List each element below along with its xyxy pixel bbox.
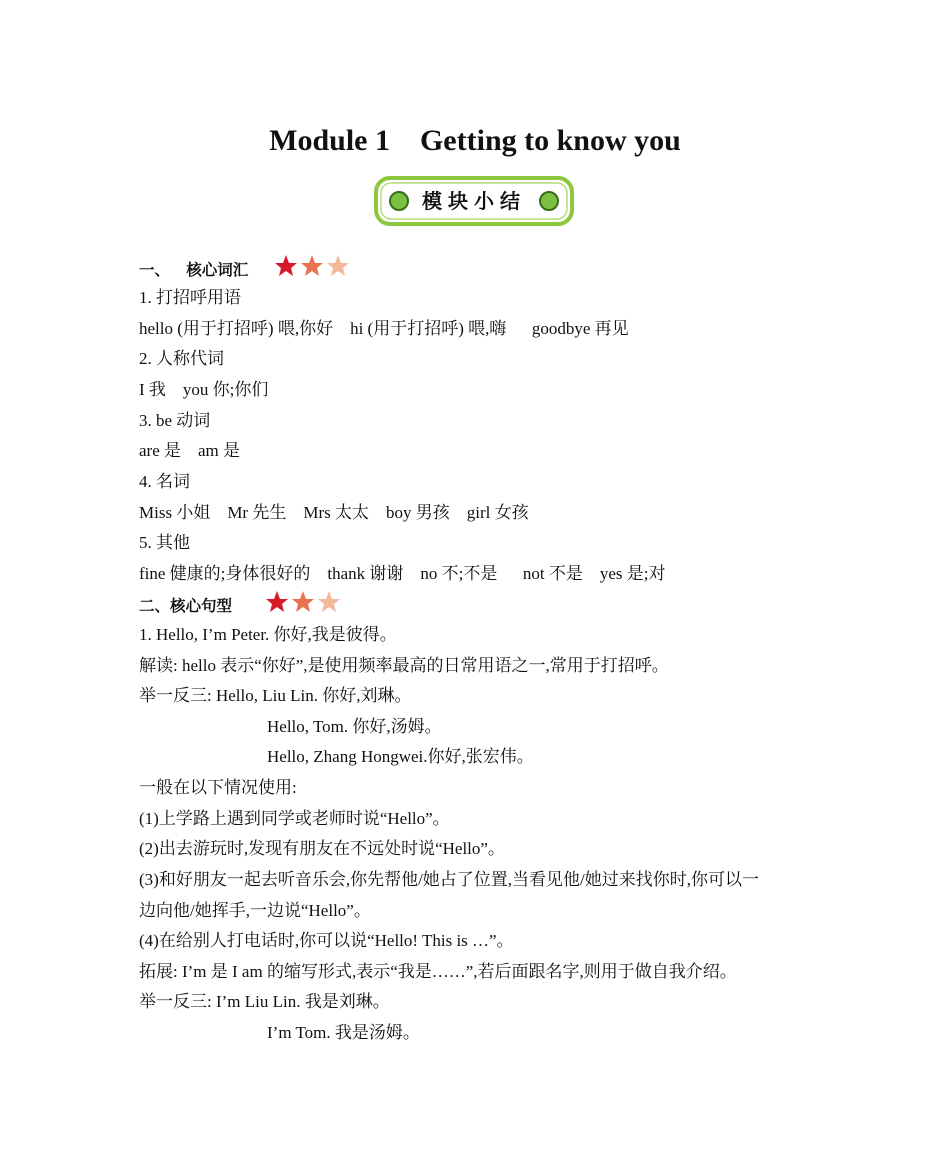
text-line: (1)上学路上遇到同学或老师时说“Hello”。 xyxy=(139,809,450,828)
text-line: 4. 名词 xyxy=(139,472,190,491)
text-line: Hello, Zhang Hongwei.你好,张宏伟。 xyxy=(267,747,534,766)
text-line: (3)和好朋友一起去听音乐会,你先帮他/她占了位置,当看见他/她过来找你时,你可以一 xyxy=(139,870,760,889)
badge-dot-left-icon xyxy=(390,192,408,210)
text-line: 拓展: I’m 是 I am 的缩写形式,表示“我是……”,若后面跟名字,则用于做自我介绍。 xyxy=(139,962,737,981)
text-line: hello (用于打招呼) 喂,你好 hi (用于打招呼) 喂,嗨 goodbye 再见 xyxy=(139,319,629,338)
text-line: 一般在以下情况使用: xyxy=(139,778,297,797)
badge-label: 模块小结 xyxy=(422,189,526,213)
text-line: 5. 其他 xyxy=(139,533,190,552)
rating-stars-icon xyxy=(265,590,341,614)
text-line: Hello, Tom. 你好,汤姆。 xyxy=(267,717,442,736)
text-line: 1. Hello, I’m Peter. 你好,我是彼得。 xyxy=(139,625,397,644)
section-heading-sentences: 二、核心句型 xyxy=(139,597,233,615)
text-line: fine 健康的;身体很好的 thank 谢谢 no 不;不是 not 不是 yes 是;对 xyxy=(139,564,666,583)
text-line: 3. be 动词 xyxy=(139,411,211,430)
text-line: are 是 am 是 xyxy=(139,441,241,460)
text-line: 边向他/她挥手,一边说“Hello”。 xyxy=(139,901,371,920)
section-heading-vocabulary: 一、 核心词汇 xyxy=(139,261,249,279)
text-line: 解读: hello 表示“你好”,是使用频率最高的日常用语之一,常用于打招呼。 xyxy=(139,656,669,675)
text-line: (4)在给别人打电话时,你可以说“Hello! This is …”。 xyxy=(139,931,514,950)
text-line: 举一反三: I’m Liu Lin. 我是刘琳。 xyxy=(139,992,390,1011)
page-title: Module 1 Getting to know you xyxy=(269,124,681,157)
rating-stars-icon xyxy=(274,254,350,278)
text-line: 举一反三: Hello, Liu Lin. 你好,刘琳。 xyxy=(139,686,412,705)
text-line: (2)出去游玩时,发现有朋友在不远处时说“Hello”。 xyxy=(139,839,505,858)
text-line: Miss 小姐 Mr 先生 Mrs 太太 boy 男孩 girl 女孩 xyxy=(139,503,529,522)
text-line: I 我 you 你;你们 xyxy=(139,380,269,399)
text-line: 2. 人称代词 xyxy=(139,349,224,368)
text-line: I’m Tom. 我是汤姆。 xyxy=(267,1023,420,1042)
badge-dot-right-icon xyxy=(540,192,558,210)
text-line: 1. 打招呼用语 xyxy=(139,288,241,307)
module-summary-badge xyxy=(374,176,574,226)
